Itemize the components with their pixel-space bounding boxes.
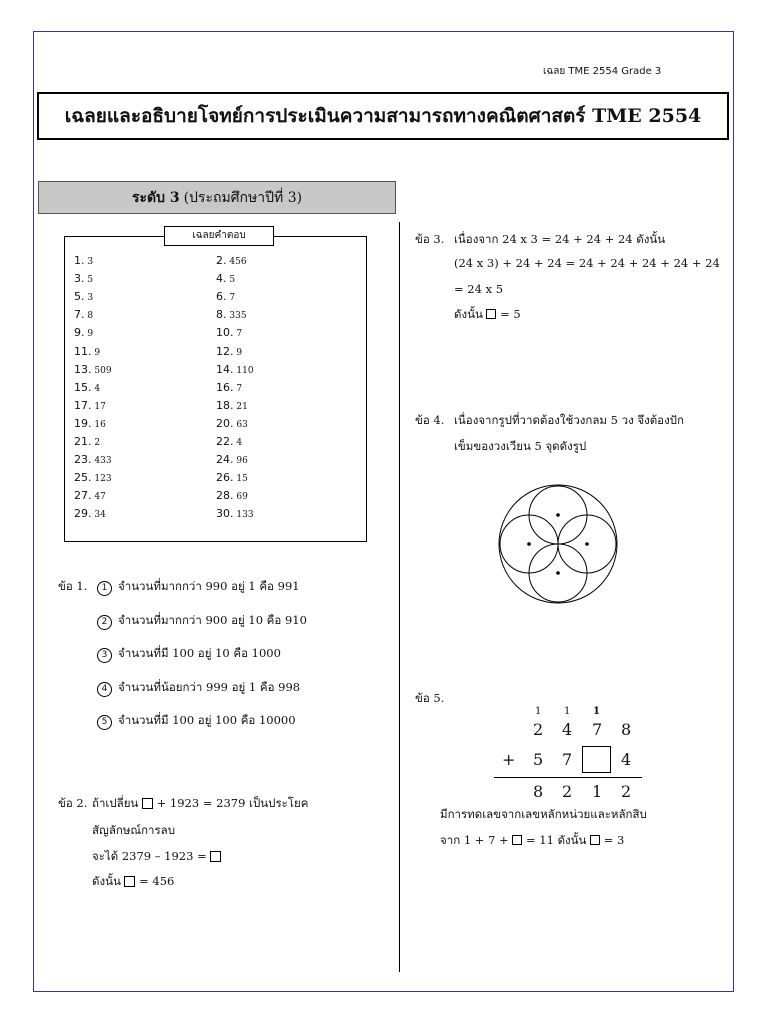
- q3-line4-post: = 5: [500, 307, 521, 321]
- blank-box-icon: [512, 835, 522, 845]
- q3-label: ข้อ 3.: [415, 232, 445, 246]
- q4-label: ข้อ 4.: [415, 413, 445, 427]
- column-divider: [399, 222, 400, 972]
- blank-box-icon: [590, 835, 600, 845]
- answer-number: 17.: [74, 398, 92, 412]
- addend1-digit: 7: [592, 720, 603, 739]
- answer-value: 9: [87, 329, 94, 340]
- answer-value: 9: [94, 347, 101, 358]
- sum-digit: 2: [621, 782, 632, 801]
- answer-number: 15.: [74, 380, 92, 394]
- answer-number: 18.: [216, 398, 234, 412]
- answer-item: [216, 399, 248, 412]
- answer-value: 123: [94, 474, 112, 485]
- answer-item: [216, 435, 242, 448]
- q1-item: [97, 612, 307, 630]
- answer-item: [74, 381, 100, 394]
- answer-number: 6.: [216, 290, 227, 304]
- answer-item: [216, 507, 254, 520]
- q2-line2: สัญลักษณ์การลบ: [92, 823, 176, 837]
- q1-item-text: จำนวนที่มี 100 อยู่ 10 คือ 1000: [118, 646, 281, 660]
- answer-item: [74, 290, 93, 303]
- answer-value: 3: [87, 293, 94, 304]
- answer-value: 69: [236, 492, 248, 503]
- answer-number: 19.: [74, 416, 92, 430]
- answer-item: [74, 399, 106, 412]
- carry-digit: 1: [564, 706, 571, 717]
- answer-item: [216, 381, 242, 394]
- answer-value: 15: [236, 474, 248, 485]
- center-dot-bottom: [556, 571, 560, 575]
- answer-value: 9: [236, 347, 243, 358]
- q4-line1: เนื่องจากรูปที่วาดต้องใช้วงกลม 5 วง จึงต้องปัก: [454, 413, 684, 427]
- sum-digit: 8: [533, 782, 544, 801]
- answer-value: 17: [94, 401, 106, 412]
- answer-item: [74, 326, 93, 339]
- q1-item: [97, 645, 281, 663]
- answer-number: 27.: [74, 489, 92, 503]
- answer-key-box: [64, 236, 367, 542]
- answer-value: 7: [236, 383, 243, 394]
- answer-value: 5: [87, 275, 94, 286]
- answer-item: [216, 471, 248, 484]
- q1-item-text: จำนวนที่มากกว่า 990 อยู่ 1 คือ 991: [118, 579, 300, 593]
- addend2-digit: 7: [562, 750, 573, 769]
- answer-number: 11.: [74, 344, 92, 358]
- circled-number-icon: 1: [97, 581, 112, 596]
- level-rest: (ประถมศึกษาปีที่ 3): [183, 189, 303, 206]
- addend1-digit: 8: [621, 720, 632, 739]
- q1-item-text: จำนวนที่มี 100 อยู่ 100 คือ 10000: [118, 713, 296, 727]
- answer-value: 4: [236, 438, 243, 448]
- q2-line1: [92, 795, 308, 813]
- answer-number: 9.: [74, 326, 85, 340]
- plus-sign: +: [502, 750, 516, 769]
- answer-number: 1.: [74, 254, 85, 267]
- sum-digit: 1: [592, 782, 603, 801]
- answer-item: [74, 363, 112, 376]
- sum-digit: 2: [562, 782, 573, 801]
- answer-value: 8: [87, 311, 94, 322]
- answer-number: 4.: [216, 272, 227, 286]
- answer-value: 110: [236, 365, 254, 376]
- answer-item: [216, 489, 248, 502]
- answer-number: 2.: [216, 254, 227, 267]
- answer-number: 24.: [216, 453, 234, 467]
- circled-number-icon: 3: [97, 648, 112, 663]
- blank-box-icon: [486, 309, 496, 319]
- answer-item: [74, 507, 106, 520]
- answer-number: 29.: [74, 507, 92, 521]
- answer-number: 30.: [216, 507, 234, 521]
- answer-item: [74, 417, 106, 430]
- circled-number-icon: 4: [97, 682, 112, 697]
- center-dot-right: [585, 542, 589, 546]
- q3-line4-pre: ดังนั้น: [454, 307, 483, 321]
- carry-digit: 1: [593, 706, 600, 717]
- q2-line1-pre: ถ้าเปลี่ยน: [92, 796, 139, 810]
- level-bold: ระดับ 3: [131, 189, 180, 206]
- q3-line2: (24 x 3) + 24 + 24 = 24 + 24 + 24 + 24 + 24: [454, 256, 720, 270]
- q2-line3: [92, 848, 221, 866]
- answer-item: [74, 272, 93, 285]
- answer-value: 509: [94, 365, 112, 376]
- q5-line2-post: = 3: [603, 833, 625, 847]
- answer-number: 22.: [216, 435, 234, 448]
- addend1-digit: 4: [562, 720, 573, 739]
- answer-number: 28.: [216, 489, 234, 503]
- page-title: เฉลยและอธิบายโจทย์การประเมินความสามารถทางคณิตศาสตร์ TME 2554: [37, 92, 729, 140]
- q3-line4: [454, 306, 521, 324]
- q3-line1: เนื่องจาก 24 x 3 = 24 + 24 + 24 ดังนั้น: [454, 232, 666, 246]
- answer-value: 4: [94, 383, 101, 394]
- q5-label: ข้อ 5.: [415, 691, 445, 705]
- answer-item: [216, 290, 235, 303]
- answer-value: 21: [236, 401, 248, 412]
- answer-item: [216, 345, 242, 358]
- answer-item: [216, 453, 248, 466]
- answer-number: 7.: [74, 308, 85, 322]
- answer-item: [74, 308, 93, 321]
- answer-item: [216, 308, 247, 321]
- answer-number: 16.: [216, 380, 234, 394]
- answer-value: 335: [229, 311, 247, 322]
- answer-item: [74, 453, 112, 466]
- answer-value: 16: [94, 419, 106, 430]
- answer-item: [216, 417, 248, 430]
- answer-value: 34: [94, 510, 106, 521]
- answer-value: 7: [229, 293, 236, 304]
- q1-item: [97, 712, 296, 730]
- answer-value: 7: [236, 329, 243, 340]
- answer-item: [216, 254, 247, 267]
- q2-label: ข้อ 2.: [58, 796, 88, 810]
- q2-line3-text: จะได้ 2379 – 1923 =: [92, 849, 207, 863]
- q2-line1-post: + 1923 = 2379 เป็นประโยค: [156, 796, 309, 810]
- q1-item-text: จำนวนที่น้อยกว่า 999 อยู่ 1 คือ 998: [118, 680, 301, 694]
- answer-value: 456: [229, 257, 247, 267]
- answer-item: [74, 471, 112, 484]
- answer-number: 26.: [216, 471, 234, 485]
- answer-item: [216, 363, 254, 376]
- answer-value: 63: [236, 419, 248, 430]
- q5-line1: มีการทดเลขจากเลขหลักหน่วยและหลักสิบ: [440, 807, 647, 821]
- q2-line4-post: = 456: [139, 874, 175, 888]
- answer-value: 47: [94, 492, 106, 503]
- blank-box-icon: [124, 876, 135, 887]
- answer-number: 3.: [74, 272, 85, 286]
- q1-item-text: จำนวนที่มากกว่า 900 อยู่ 10 คือ 910: [118, 613, 307, 627]
- blank-box-icon: [210, 851, 221, 862]
- addend2-digit: 5: [533, 750, 544, 769]
- answer-number: 8.: [216, 308, 227, 322]
- q1-item: [97, 578, 300, 596]
- answer-item: [74, 489, 106, 502]
- answer-item: [216, 272, 235, 285]
- q5-line2-pre: จาก 1 + 7 +: [440, 833, 509, 847]
- answer-number: 21.: [74, 435, 92, 448]
- answer-value: 433: [94, 456, 112, 467]
- answer-item: [74, 345, 100, 358]
- answer-number: 5.: [74, 290, 85, 304]
- addend1-digit: 2: [533, 720, 544, 739]
- center-dot-top: [556, 513, 560, 517]
- addend2-digit: 4: [621, 750, 632, 769]
- q1-label: ข้อ 1.: [58, 579, 88, 593]
- five-circles-figure: [496, 484, 622, 604]
- answer-value: 96: [236, 456, 248, 467]
- circled-number-icon: 2: [97, 615, 112, 630]
- blank-box-icon: [142, 798, 153, 809]
- answer-number: 20.: [216, 416, 234, 430]
- answer-value: 3: [87, 257, 94, 267]
- q4-line2: เข็มของวงเวียน 5 จุดดังรูป: [454, 439, 587, 453]
- header-tag: เฉลย TME 2554 Grade 3: [543, 66, 662, 77]
- q5-line2-mid: = 11 ดังนั้น: [526, 833, 587, 847]
- answer-key-label: เฉลยคำตอบ: [164, 226, 274, 246]
- q1-item: [97, 679, 300, 697]
- level-banner: [38, 181, 396, 214]
- answer-item: [216, 326, 242, 339]
- answer-number: 25.: [74, 471, 92, 485]
- q5-line2: [440, 832, 624, 850]
- answer-number: 13.: [74, 362, 92, 376]
- answer-value: 2: [94, 438, 101, 448]
- q2-line4-pre: ดังนั้น: [92, 874, 121, 888]
- missing-digit-box: [582, 746, 611, 773]
- answer-number: 14.: [216, 362, 234, 376]
- answer-item: [74, 435, 100, 448]
- q2-line4: [92, 873, 174, 891]
- q3-line3: = 24 x 5: [454, 282, 504, 296]
- answer-value: 5: [229, 275, 236, 286]
- answer-number: 23.: [74, 453, 92, 467]
- center-dot-left: [527, 542, 531, 546]
- circled-number-icon: 5: [97, 715, 112, 730]
- sum-line: [494, 777, 642, 778]
- answer-item: [74, 254, 93, 267]
- answer-number: 12.: [216, 344, 234, 358]
- answer-number: 10.: [216, 326, 234, 340]
- answer-value: 133: [236, 510, 254, 521]
- carry-digit: 1: [535, 706, 542, 717]
